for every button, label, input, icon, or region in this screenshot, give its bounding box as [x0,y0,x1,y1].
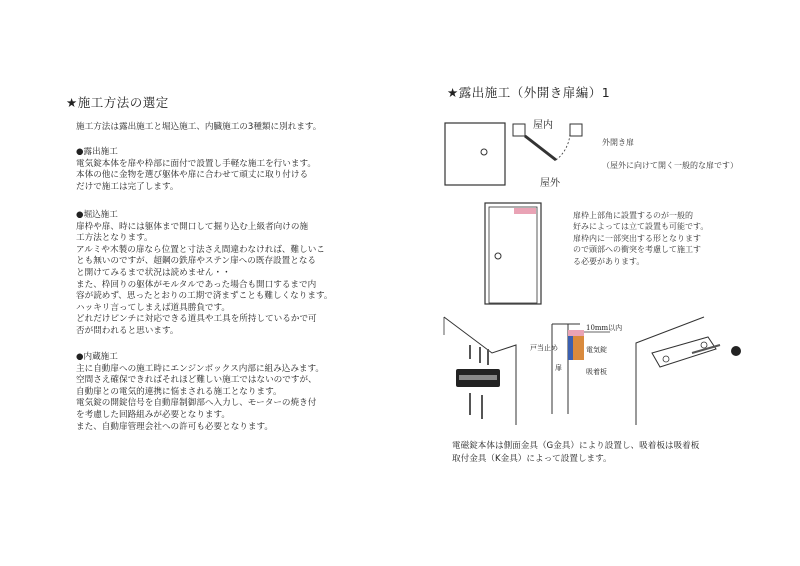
door-front-diagram [444,122,508,188]
label-within-10mm: 10mm以内 [586,324,623,332]
attraction-plate-part [568,336,573,360]
section-heading: ●内蔵施工 [76,352,118,362]
section-body: 電気錠本体を扉や枠部に面付で設置し手軽な施工を行います。 本体の他に金物を選び躯体や扉に合わせて頑丈に取り付ける だけで施工は完了します。 [76,158,316,192]
section-body: 主に自動扉への施工時にエンジンボックス内部に組み込みます。 空間さえ確保できればそれほど難しい施工ではないのですが、 自動扉との電気的連携に悩まされる施工となります。 電気錠の開錠信号を自動扉制御部へ入力し、モーターの焼き付 を考慮した回路組みが必要となります。 また、自動扉管理会社への許可も必要となります。 [76,363,325,432]
lock-section-diagram [528,316,638,416]
door-plan-diagram [508,112,588,192]
note-body: （屋外に向けて開く一般的な扉です） [602,161,738,171]
note-lock-placement: 扉枠上部角に設置するのが一般的 好みによっては立て設置も可能です。 扉枠内に一部突出する形となります ので頭部への衝突を考慮して施工す る必要があります。 [573,211,709,266]
section-heading: ●堀込施工 [76,210,118,220]
note-title: 外開き扉 [602,138,634,148]
pink-part [568,330,584,336]
label-attraction-plate: 吸着板 [586,368,607,376]
section-builtin [76,352,366,433]
door-lock-position-diagram [484,202,546,306]
section-exposed [76,147,366,193]
section-body: 扉枠や扉、時には躯体まで開口して掘り込む上級者向けの施 工方法となります。 アルミや木製の扉なら位置と寸法さえ間違わなければ、難しいこ とも無いのですが、超鋼の鉄扉やステン扉への既存設置となる と開けてみるまで状況は読めません・・ また、枠回りの躯体がモルタルであった場合も開口するまで内 容が読めず、思ったとおりの工期で済まずことも難しくなります。 ハッキリ言ってしまえば道具勝負です。 どれだけピンチに対応できる道具や工具を所持しているかで可 否が問われると思います。 [76,221,333,336]
section-heading: ●露出施工 [76,147,118,157]
lock-bracket-diagram [442,315,518,427]
label-frame: 扉 [555,364,562,372]
right-title: ★露出施工（外開き扉編）1 [447,85,611,100]
label-door-stop: 戸当止め [530,344,558,352]
label-outdoor: 屋外 [540,178,560,189]
left-intro: 施工方法は露出施工と堀込施工、内臓施工の3種類に別れます。 [76,122,322,132]
section-mortise [76,210,366,338]
note-outward-door [602,126,738,172]
attraction-plate [652,337,716,367]
lock-position-marker [514,208,536,214]
left-title: ★施工方法の選定 [66,95,169,110]
plate-bracket-diagram [634,315,746,431]
label-electric-lock: 電気錠 [586,346,607,354]
lock-body-part [573,336,584,360]
bottom-caption: 電磁錠本体は側面金具（G金具）により設置し、吸着板は吸着板 取付金具（K金具）によって設置します。 [452,441,700,464]
label-indoor: 屋内 [533,120,553,131]
